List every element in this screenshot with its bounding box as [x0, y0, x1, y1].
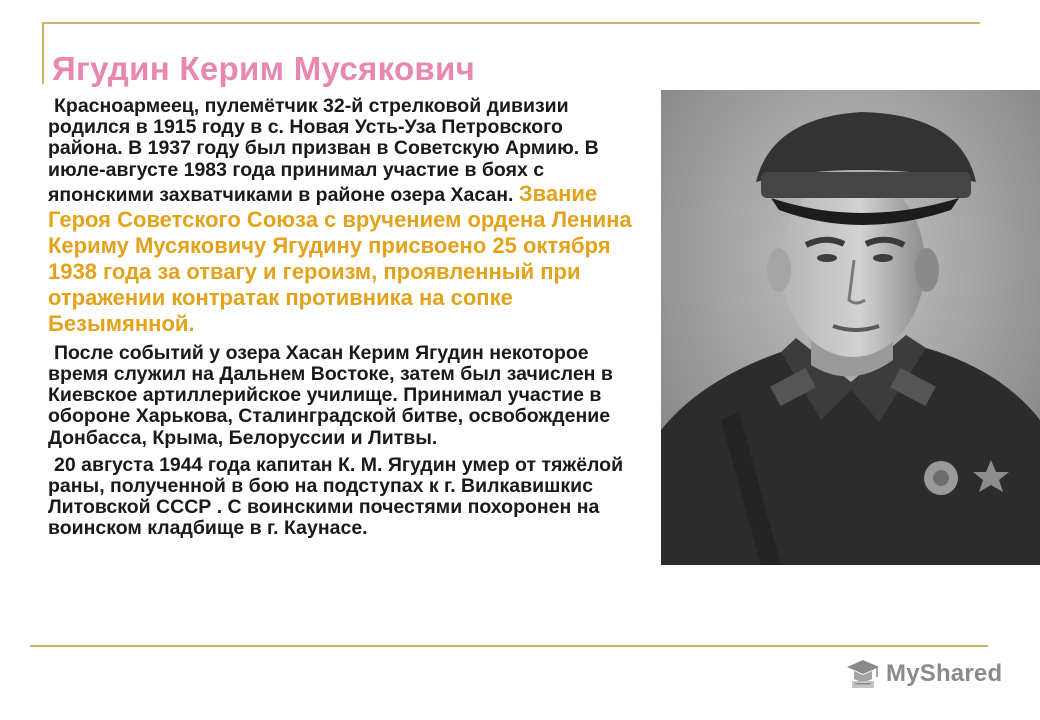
paragraph-1-text: Красноармеец, пулемётчик 32-й стрелковой дивизии родился в 1915 году в с. Новая Усть-Уза Петровского района. В 1937 году был призван в Советскую Армию. В июле-августе 1983 года принимал участие в боях с японскими захватчиками в районе озера Хасан. — [48, 95, 599, 206]
hero-award-highlight: Звание Героя Советского Союза с вручением ордена Ленина Кериму Мусяковичу Ягудину присвоено 25 октября 1938 года за отвагу и героизм, проявленный при отражении контратак противника на сопке Безымянной. — [48, 180, 632, 336]
slide-title: Ягудин Керим Мусякович — [52, 50, 476, 87]
biography-text — [48, 96, 638, 546]
left-rule — [42, 22, 44, 84]
brand-name: MyShared — [886, 660, 1003, 687]
portrait-photo — [661, 90, 1040, 565]
brand-logo — [846, 656, 1002, 692]
paragraph-2: После событий у озера Хасан Керим Ягудин некоторое время служил на Дальнем Востоке, затем был зачислен в Киевское артиллерийское училище. Принимал участие в обороне Харькова, Сталинградской битве, освобождение Донбасса, Крыма, Белоруссии и Литвы. — [48, 341, 613, 449]
mortarboard-icon — [846, 657, 880, 691]
paragraph-1 — [48, 96, 638, 337]
paragraph-3: 20 августа 1944 года капитан К. М. Ягудин умер от тяжёлой раны, полученной в бою на подступах к г. Вилкавишкис Литовской СССР . С воинскими почестями похоронен на воинском кладбище в г. Каунасе. — [48, 453, 624, 540]
bottom-rule — [30, 645, 988, 647]
top-rule — [42, 22, 980, 24]
portrait-illustration — [661, 90, 1040, 565]
